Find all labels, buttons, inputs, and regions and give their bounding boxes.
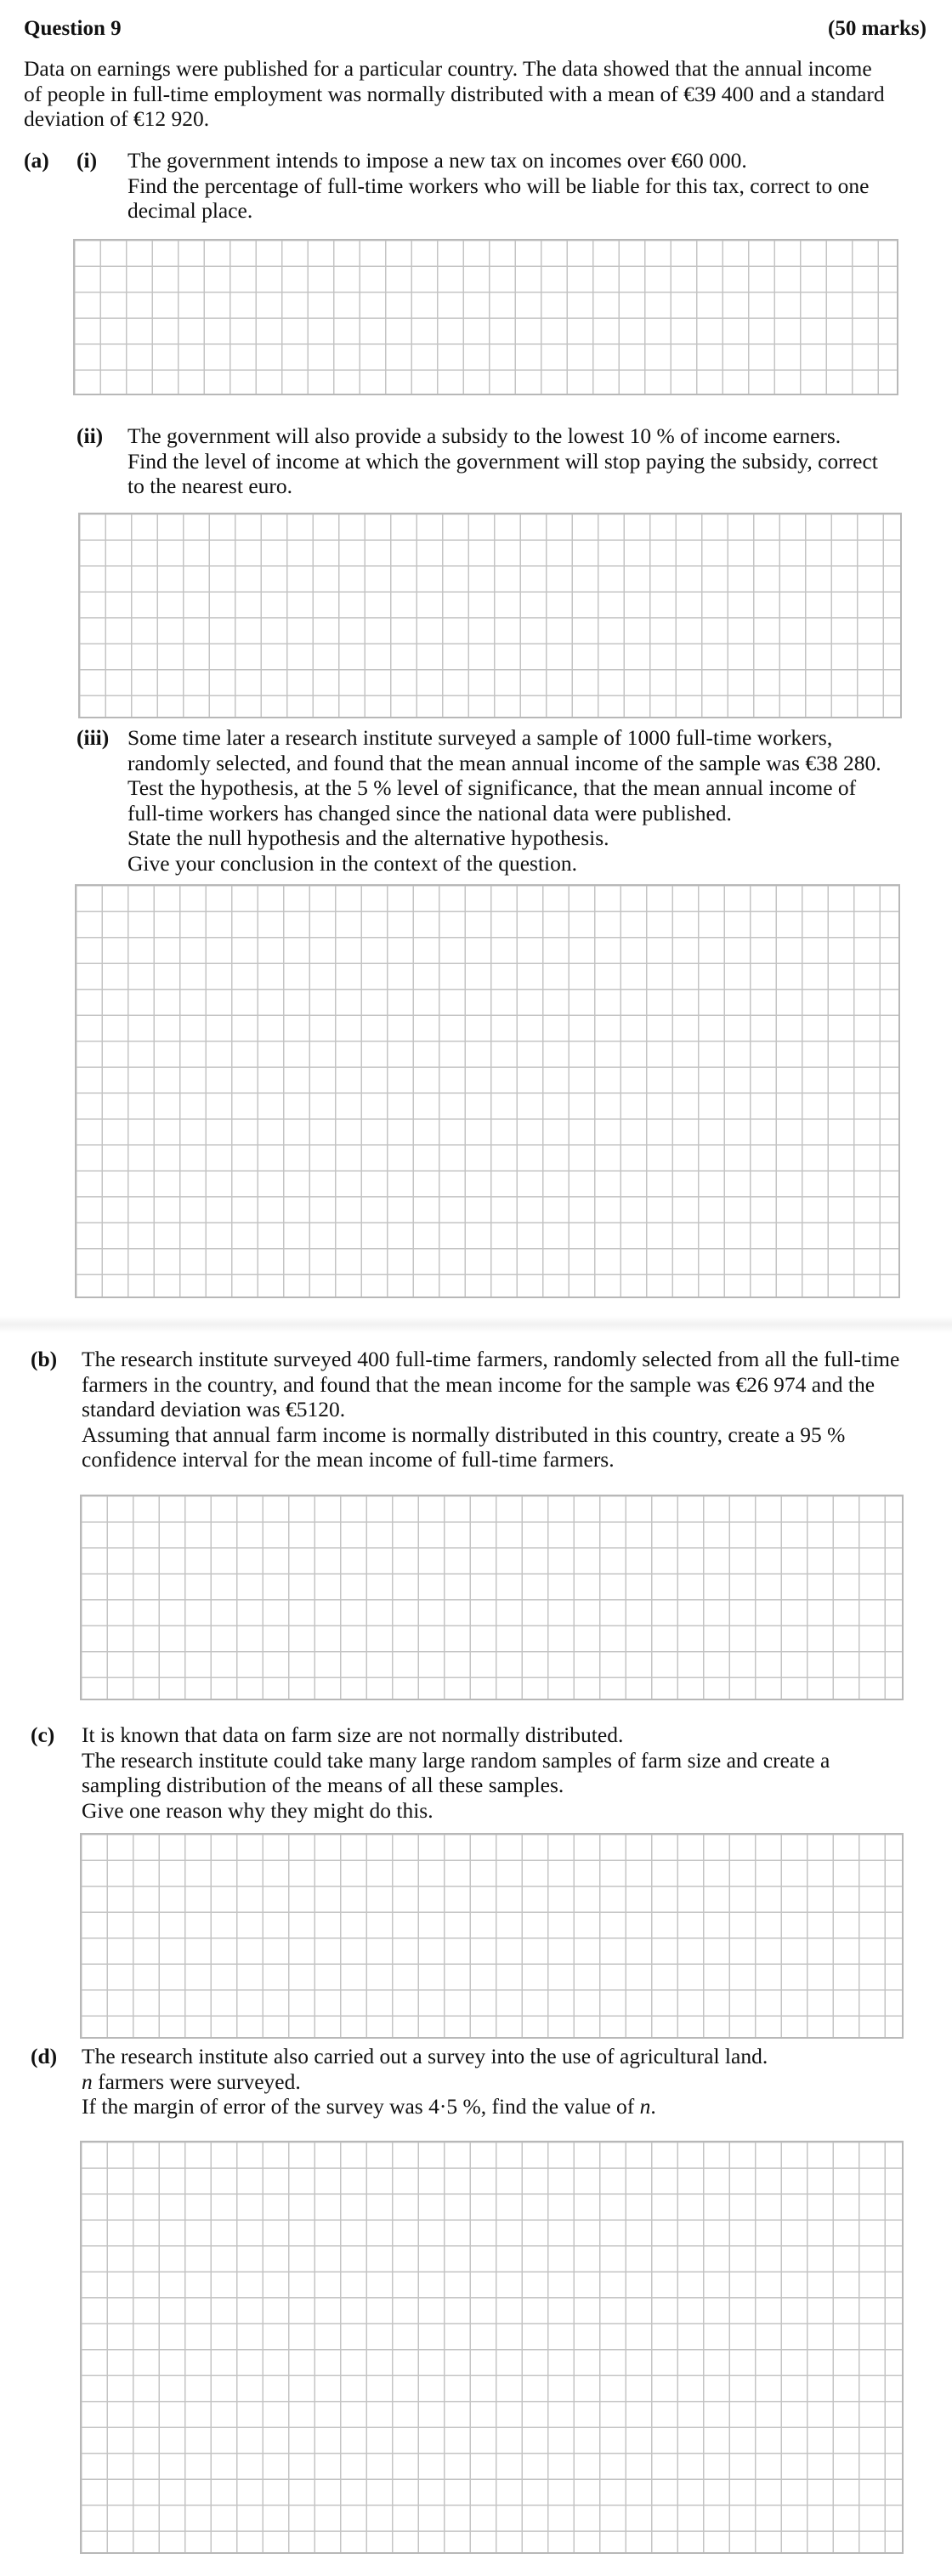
intro-line: deviation of €12 920. [24, 106, 210, 131]
part-a-iii-line: full-time workers has changed since the national data were published. [128, 800, 732, 826]
part-b-line: The research institute surveyed 400 full-time farmers, randomly selected from all the full-time [82, 1347, 900, 1371]
part-d-line: n farmers were surveyed. [82, 2068, 301, 2094]
part-d-text [82, 2044, 768, 2119]
part-b-line: farmers in the country, and found that the mean income for the sample was €26 974 and the [82, 1371, 876, 1397]
answer-grid-d[interactable] [80, 2141, 904, 2554]
part-c-line: It is known that data on farm size are not normally distributed. [82, 1722, 624, 1747]
part-a-ii-label: (ii) [76, 423, 104, 448]
question-intro [24, 56, 885, 132]
part-a-ii-text [128, 423, 878, 499]
part-a-i-line: The government intends to impose a new tax on incomes over €60 000. [128, 148, 747, 173]
part-b-text [82, 1347, 899, 1472]
part-a-i-label: (i) [76, 148, 98, 173]
part-a-ii-line: to the nearest euro. [128, 474, 293, 498]
part-b-line: standard deviation was €5120. [82, 1397, 346, 1421]
part-d-line: If the margin of error of the survey was 4·5 %, find the value of n. [82, 2094, 656, 2119]
part-b-line: Assuming that annual farm income is normally distributed in this country, create a 95 % [82, 1421, 846, 1447]
answer-grid-b[interactable] [80, 1495, 904, 1700]
part-b-line: confidence interval for the mean income of full-time farmers. [82, 1447, 615, 1472]
question-title: Question 9 [24, 17, 122, 40]
part-a-iii-line: Give your conclusion in the context of the question. [128, 850, 578, 876]
part-c-text [82, 1722, 830, 1823]
part-a-i-line: Find the percentage of full-time workers who will be liable for this tax, correct to one [128, 173, 870, 198]
part-a-ii-line: Find the level of income at which the government will stop paying the subsidy, correct [128, 448, 878, 474]
part-c-line: Give one reason why they might do this. [82, 1797, 434, 1823]
part-a-iii-label: (iii) [76, 725, 110, 750]
answer-grid-c[interactable] [80, 1833, 904, 2039]
intro-line: of people in full-time employment was normally distributed with a mean of €39 400 and a standard [24, 81, 885, 106]
question-marks: (50 marks) [828, 17, 926, 40]
part-a-iii-line: Test the hypothesis, at the 5 % level of significance, that the mean annual income of [128, 775, 857, 800]
part-a-iii-line: State the null hypothesis and the alternative hypothesis. [128, 826, 609, 850]
part-d-line: The research institute also carried out a survey into the use of agricultural land. [82, 2044, 768, 2068]
answer-grid-a-i[interactable] [73, 239, 898, 395]
part-a-iii-line: randomly selected, and found that the mean annual income of the sample was €38 280. [128, 750, 881, 775]
intro-line: Data on earnings were published for a particular country. The data showed that the annual income [24, 56, 872, 81]
part-b-label: (b) [31, 1347, 58, 1371]
answer-grid-a-ii[interactable] [78, 513, 902, 718]
part-c-line: sampling distribution of the means of all these samples. [82, 1773, 564, 1797]
part-a-i-line: decimal place. [128, 198, 253, 223]
part-c-label: (c) [31, 1722, 55, 1747]
part-a-i-text [128, 148, 869, 224]
answer-grid-a-iii[interactable] [75, 884, 900, 1298]
part-c-line: The research institute could take many large random samples of farm size and create a [82, 1747, 830, 1773]
part-a-label: (a) [24, 148, 49, 173]
part-a-ii-line: The government will also provide a subsidy to the lowest 10 % of income earners. [128, 423, 842, 448]
page-separator [0, 1316, 952, 1333]
part-a-iii-line: Some time later a research institute surveyed a sample of 1000 full-time workers, [128, 725, 833, 750]
part-a-iii-text [128, 725, 881, 876]
part-d-label: (d) [31, 2044, 58, 2068]
